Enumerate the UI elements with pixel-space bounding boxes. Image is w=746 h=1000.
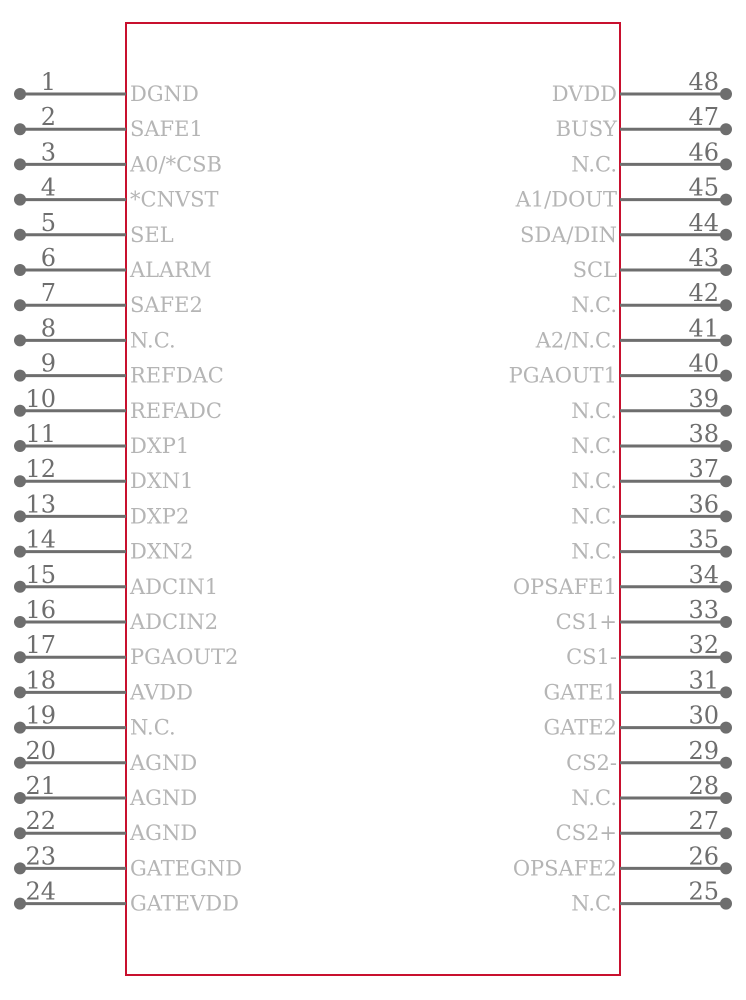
pin-18-terminal-dot [14,686,26,698]
pin-10-terminal-dot [14,405,26,417]
pin-46 [571,138,732,176]
pin-1-label: DGND [130,82,199,106]
pin-19-number: 19 [25,701,56,730]
pin-20 [14,737,197,775]
pin-24-terminal-dot [14,898,26,910]
pin-47 [556,103,732,141]
pin-19-terminal-dot [14,722,26,734]
pin-33 [556,596,732,634]
pin-28-number: 28 [688,772,719,800]
pin-36-number: 36 [688,490,719,519]
pin-3-label: A0/*CSB [130,152,222,177]
pin-22-label: AGND [130,821,198,846]
pin-27-number: 27 [688,807,719,836]
pin-13-label: DXP2 [130,504,190,529]
pin-43-label: SCL [572,258,617,282]
pin-46-label: N.C. [571,152,617,177]
pin-25-terminal-dot [720,898,732,910]
pin-36-terminal-dot [720,510,732,522]
pin-11-terminal-dot [14,440,26,452]
pin-35-terminal-dot [720,546,732,558]
pin-16-terminal-dot [14,616,26,628]
pin-47-label: BUSY [555,117,617,142]
pin-2-terminal-dot [14,123,26,135]
pin-5-number: 5 [40,208,56,237]
pin-43-number: 43 [688,244,719,272]
pin-45-terminal-dot [720,194,732,206]
pin-41-terminal-dot [720,334,732,346]
pin-39 [571,385,732,423]
pin-14-number: 14 [25,525,56,554]
pin-20-label: AGND [130,750,198,775]
pin-11-number: 11 [25,420,56,448]
pin-34-number: 34 [688,560,719,589]
left-pin-group [14,68,242,916]
pin-29-number: 29 [688,736,719,765]
pin-21 [14,772,197,810]
pin-41-number: 41 [688,314,719,343]
pin-39-number: 39 [688,384,719,413]
pin-31-number: 31 [688,666,719,695]
pin-43 [573,244,732,282]
pin-5 [14,209,174,247]
pin-32-number: 32 [688,631,719,660]
pin-37 [571,455,732,493]
pin-41-label: A2/N.C. [535,328,617,353]
pin-36 [571,490,732,528]
pin-15-terminal-dot [14,581,26,593]
pin-11 [14,420,189,458]
pin-14 [14,526,194,564]
pin-42-terminal-dot [720,299,732,311]
pin-30-label: GATE2 [543,715,617,740]
pin-4-terminal-dot [14,194,26,206]
pin-33-terminal-dot [720,616,732,628]
pin-19-label: N.C. [130,715,176,740]
pin-8-label: N.C. [130,328,176,353]
pin-48-terminal-dot [720,88,732,100]
pin-34-terminal-dot [720,581,732,593]
pin-48-label: DVDD [551,82,617,106]
pin-32-label: CS1- [566,645,617,670]
pin-14-terminal-dot [14,546,26,558]
pin-31 [544,666,733,704]
pin-1-terminal-dot [14,88,26,100]
pin-46-terminal-dot [720,158,732,170]
pin-47-terminal-dot [720,123,732,135]
pin-31-label: GATE1 [543,680,617,705]
pin-33-label: CS1+ [555,610,617,634]
pin-9-label: REFDAC [130,363,224,388]
pin-40-label: PGAOUT1 [508,363,617,388]
pin-27-terminal-dot [720,827,732,839]
pin-40-terminal-dot [720,370,732,382]
pin-17-terminal-dot [14,651,26,663]
pin-18-number: 18 [25,666,56,695]
pin-44-terminal-dot [720,229,732,241]
pin-4-label: *CNVST [130,187,219,212]
pin-30 [544,702,733,740]
pin-32 [566,631,732,669]
pin-16-number: 16 [25,596,56,624]
pin-46-number: 46 [688,138,719,167]
pin-23-terminal-dot [14,862,26,874]
pin-18-label: AVDD [130,680,193,705]
pin-21-number: 21 [25,772,56,800]
pin-3 [14,138,222,176]
pin-48 [552,68,732,106]
pin-17-number: 17 [25,631,56,660]
pin-31-terminal-dot [720,686,732,698]
pin-10 [14,385,222,423]
pin-34 [513,561,732,599]
pin-11-label: DXP1 [130,434,190,458]
pin-41 [535,314,732,352]
pin-15 [14,561,218,599]
pin-33-number: 33 [688,596,719,624]
pin-15-number: 15 [25,560,56,589]
pin-21-label: AGND [130,786,198,810]
pin-12 [14,455,194,493]
pin-3-number: 3 [40,138,56,167]
pin-23-label: GATEGND [130,856,243,881]
pin-38 [571,420,732,458]
pin-22-number: 22 [25,807,56,836]
pin-9-number: 9 [40,349,56,378]
pin-8-terminal-dot [14,334,26,346]
pin-28-label: N.C. [571,786,617,810]
pin-4-number: 4 [40,173,56,202]
pin-26-terminal-dot [720,862,732,874]
pin-26-label: OPSAFE2 [512,856,617,881]
pin-29 [566,737,732,775]
pin-6 [14,244,212,282]
pin-16-label: ADCIN2 [130,610,219,634]
pin-12-number: 12 [25,455,56,484]
pin-23-number: 23 [25,842,56,871]
pin-6-terminal-dot [14,264,26,276]
pin-10-label: REFADC [130,398,222,423]
pin-12-label: DXN1 [130,469,194,494]
pin-47-number: 47 [688,103,719,132]
pin-6-label: ALARM [130,258,212,282]
pin-3-terminal-dot [14,158,26,170]
pin-35 [571,526,732,564]
pin-30-terminal-dot [720,722,732,734]
pin-6-number: 6 [40,244,56,272]
pin-25-number: 25 [688,877,719,906]
pin-19 [14,702,176,740]
pin-44 [520,209,732,247]
pin-30-number: 30 [688,701,719,730]
pin-8 [14,314,176,352]
pin-24-label: GATEVDD [130,891,239,916]
pin-44-label: SDA/DIN [520,222,617,247]
pin-28-terminal-dot [720,792,732,804]
pin-44-number: 44 [688,208,719,237]
pin-38-number: 38 [688,420,719,448]
pin-25 [571,878,732,916]
pin-13 [14,490,189,528]
pin-17-label: PGAOUT2 [130,645,239,670]
pin-23 [14,842,242,880]
pin-20-terminal-dot [14,757,26,769]
pin-43-terminal-dot [720,264,732,276]
pin-7-label: SAFE2 [130,293,203,318]
pin-21-terminal-dot [14,792,26,804]
pin-22 [14,807,197,845]
pin-38-label: N.C. [571,434,617,458]
pin-7 [14,279,203,317]
pin-8-number: 8 [40,314,56,343]
pin-12-terminal-dot [14,475,26,487]
pin-25-label: N.C. [571,891,617,916]
pin-27-label: CS2+ [555,821,617,846]
pin-13-number: 13 [25,490,56,519]
pin-35-number: 35 [688,525,719,554]
pin-1-number: 1 [40,68,56,96]
pin-45 [515,174,732,212]
pin-29-label: CS2- [566,750,617,775]
pin-29-terminal-dot [720,757,732,769]
pin-45-number: 45 [688,173,719,202]
pin-14-label: DXN2 [130,539,194,564]
pin-42-number: 42 [688,279,719,308]
pin-13-terminal-dot [14,510,26,522]
pin-42-label: N.C. [571,293,617,318]
pin-9 [14,350,224,388]
pin-7-terminal-dot [14,299,26,311]
pin-2-number: 2 [40,103,56,132]
pin-45-label: A1/DOUT [515,187,617,212]
pin-7-number: 7 [40,279,56,308]
pin-24-number: 24 [25,877,56,906]
pin-37-number: 37 [688,455,719,484]
pin-42 [571,279,732,317]
pin-34-label: OPSAFE1 [512,574,617,599]
pin-18 [14,666,193,704]
pin-39-terminal-dot [720,405,732,417]
pin-2 [14,103,203,141]
pin-28 [571,772,732,810]
pin-48-number: 48 [688,68,719,96]
pin-27 [556,807,732,845]
pin-32-terminal-dot [720,651,732,663]
pin-9-terminal-dot [14,370,26,382]
pin-10-number: 10 [25,384,56,413]
pin-22-terminal-dot [14,827,26,839]
pin-39-label: N.C. [571,398,617,423]
pin-40-number: 40 [688,349,719,378]
pin-15-label: ADCIN1 [130,574,219,599]
pin-5-label: SEL [130,222,174,247]
pin-37-label: N.C. [571,469,617,494]
pin-36-label: N.C. [571,504,617,529]
pin-35-label: N.C. [571,539,617,564]
pin-26 [513,842,732,880]
pin-38-terminal-dot [720,440,732,452]
pin-4 [14,174,219,212]
pin-37-terminal-dot [720,475,732,487]
pin-16 [14,596,218,634]
pin-20-number: 20 [25,736,56,765]
pin-2-label: SAFE1 [130,117,203,142]
pin-1 [14,68,199,106]
pin-26-number: 26 [688,842,719,871]
pin-5-terminal-dot [14,229,26,241]
